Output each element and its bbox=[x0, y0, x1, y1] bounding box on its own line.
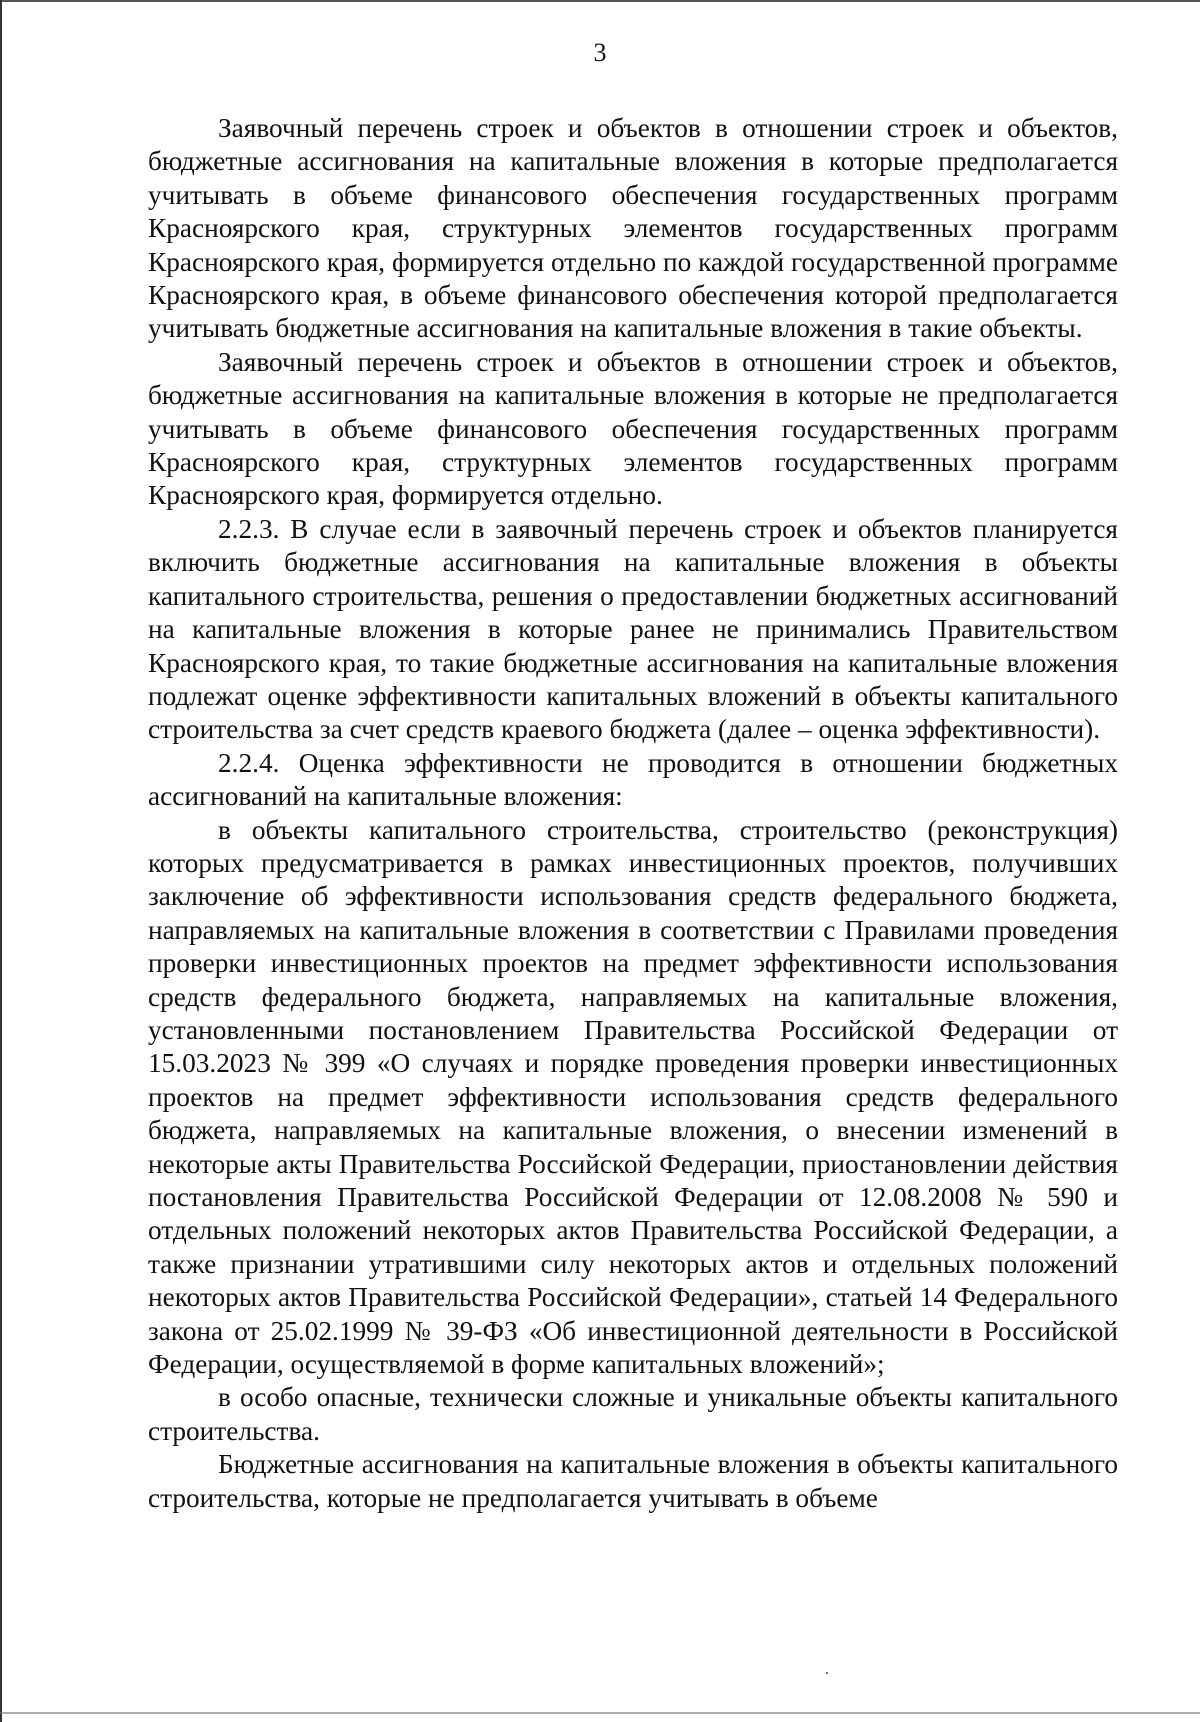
page-number: 3 bbox=[593, 38, 607, 67]
paragraph-clause-2-2-3: 2.2.3. В случае если в заявочный перечень строек и объектов планируется включить бюджетные ассигнования на капитальные вложения в объекты капитального строительства, решения о предоставлении бюджетных ассигнований на капитальные вложения в которые ранее не принимались Правительством Красноярского края, то такие бюджетные ассигнования на капитальные вложения подлежат оценке эффективности капитальных вложений в объекты капитального строительства за счет средств краевого бюджета (далее – оценка эффективности). bbox=[148, 513, 1118, 745]
scan-edge-left bbox=[0, 0, 2, 1722]
paragraph-requested-list-included: Заявочный перечень строек и объектов в отношении строек и объектов, бюджетные ассигнования на капитальные вложения в которые предполагается учитывать в объеме финансового обеспечения государственных программ Красноярского края, структурных элементов государственных программ Красноярского края, формируется отдельно по каждой государственной программе Красноярского края, в объеме финансового обеспечения которой предполагается учитывать бюджетные ассигнования на капитальные вложения в такие объекты. bbox=[148, 113, 1118, 344]
paragraph-budget-allocations: Бюджетные ассигнования на капитальные вложения в объекты капитального строительства, которые не предполагается учитывать в объеме bbox=[148, 1449, 1118, 1513]
paragraph-investment-projects: в объекты капитального строительства, строительство (реконструкция) которых предусматривается в рамках инвестиционных проектов, получивших заключение об эффективности использования средств федерального бюджета, направляемых на капитальные вложения в соответствии с Правилами проведения проверки инвестиционных проектов на предмет эффективности использования средств федерального бюджета, направляемых на капитальные вложения, установленными постановлением Правительства Российской Федерации от 15.03.2023 № 399 «О случаях и порядке проведения проверки инвестиционных проектов на предмет эффективности использования средств федерального бюджета, направляемых на капитальные вложения, о внесении изменений в некоторые акты Правительства Российской Федерации, приостановлении действия постановления Правительства Российской Федерации от 12.08.2008 № 590 и отдельных положений некоторых актов Правительства Российской Федерации, а также признании утратившими силу некоторых актов и отдельных положений некоторых актов Правительства Российской Федерации», статьей 14 Федерального закона от 25.02.1999 № 39-ФЗ «Об инвестиционной деятельности в Российской Федерации, осуществляемой в форме капитальных вложений»; bbox=[148, 814, 1118, 1380]
paragraph-clause-2-2-4: 2.2.4. Оценка эффективности не проводится в отношении бюджетных ассигнований на капитальные вложения: bbox=[148, 747, 1118, 812]
scan-speck bbox=[826, 1672, 828, 1674]
scan-edge-top bbox=[0, 0, 1200, 2]
paragraph-hazardous-objects: в особо опасные, технически сложные и уникальные объекты капитального строительства. bbox=[148, 1382, 1118, 1446]
document-body bbox=[148, 112, 1118, 1515]
scan-edge-bottom bbox=[0, 1712, 1200, 1714]
paragraph-requested-list-excluded: Заявочный перечень строек и объектов в отношении строек и объектов, бюджетные ассигнования на капитальные вложения в которые не предполагается учитывать в объеме финансового обеспечения государственных программ Красноярского края, структурных элементов государственных программ Красноярского края, формируется отдельно. bbox=[148, 346, 1118, 511]
